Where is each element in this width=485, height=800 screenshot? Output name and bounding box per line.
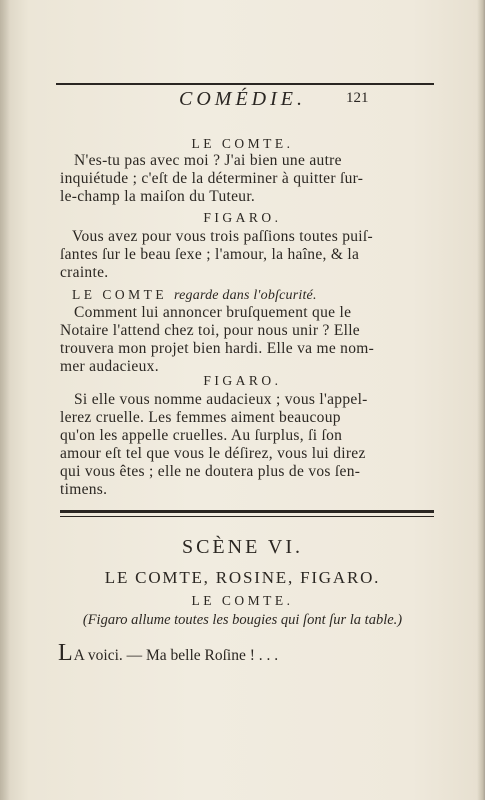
stage-direction-inline: regarde dans l'obſcurité. (174, 288, 317, 303)
text-line: crainte. (60, 264, 109, 281)
text-line: Comment lui annoncer bruſquement que le (74, 304, 352, 321)
page-number: 121 (346, 90, 369, 106)
speaker-le-comte: LE COMTE. (191, 136, 294, 151)
speaker-figaro: FIGARO. (203, 373, 282, 388)
text-line: inquiétude ; c'eſt de la déterminer à quitter ſur- (60, 170, 364, 187)
drop-capital: L (58, 640, 74, 666)
text-line: qu'on les appelle cruelles. Au ſurplus, ſi ſon (60, 427, 343, 444)
text-line: le-champ la maiſon du Tuteur. (60, 188, 256, 205)
text-line: lerez cruelle. Les femmes aiment beaucoup (60, 409, 341, 426)
text-line (58, 640, 278, 667)
gutter-shadow (0, 0, 10, 800)
running-title: COMÉDIE. (179, 88, 306, 110)
scene-heading: SCÈNE VI. (181, 536, 304, 558)
speaker-le-comte: LE COMTE. (191, 593, 294, 608)
scene-rule-thick (60, 510, 434, 513)
text-line: ſantes ſur le beau ſexe ; l'amour, la haîne, & la (60, 246, 360, 263)
scene-cast: LE COMTE, ROSINE, FIGARO. (104, 568, 381, 587)
scene-rule-thin (60, 516, 434, 517)
text-line: Vous avez pour vous trois paſſions toutes puiſ- (72, 228, 373, 245)
speaker-figaro: FIGARO. (203, 210, 282, 225)
speaker-name: LE COMTE (72, 287, 168, 302)
text-line: mer audacieux. (60, 358, 159, 375)
text-line-rest: A voici. — Ma belle Roſine ! . . . (73, 647, 279, 664)
speaker-le-comte-stage (72, 287, 317, 304)
text-line: qui vous êtes ; elle ne doutera plus de vos ſen- (60, 463, 361, 480)
text-line: N'es-tu pas avec moi ? J'ai bien une autre (74, 152, 342, 169)
text-line: trouvera mon projet bien hardi. Elle va me nom- (60, 340, 375, 357)
text-line: Notaire l'attend chez toi, pour nous unir ? Elle (60, 322, 360, 339)
text-line: amour eſt tel que vous le déſirez, vous lui direz (60, 445, 366, 462)
stage-direction: (Figaro allume toutes les bougies qui ſont ſur la table.) (82, 612, 403, 628)
text-line: timens. (60, 481, 108, 498)
header-rule-top (56, 83, 434, 85)
text-line: Si elle vous nomme audacieux ; vous l'appel- (74, 391, 368, 408)
page-edge (477, 0, 485, 800)
